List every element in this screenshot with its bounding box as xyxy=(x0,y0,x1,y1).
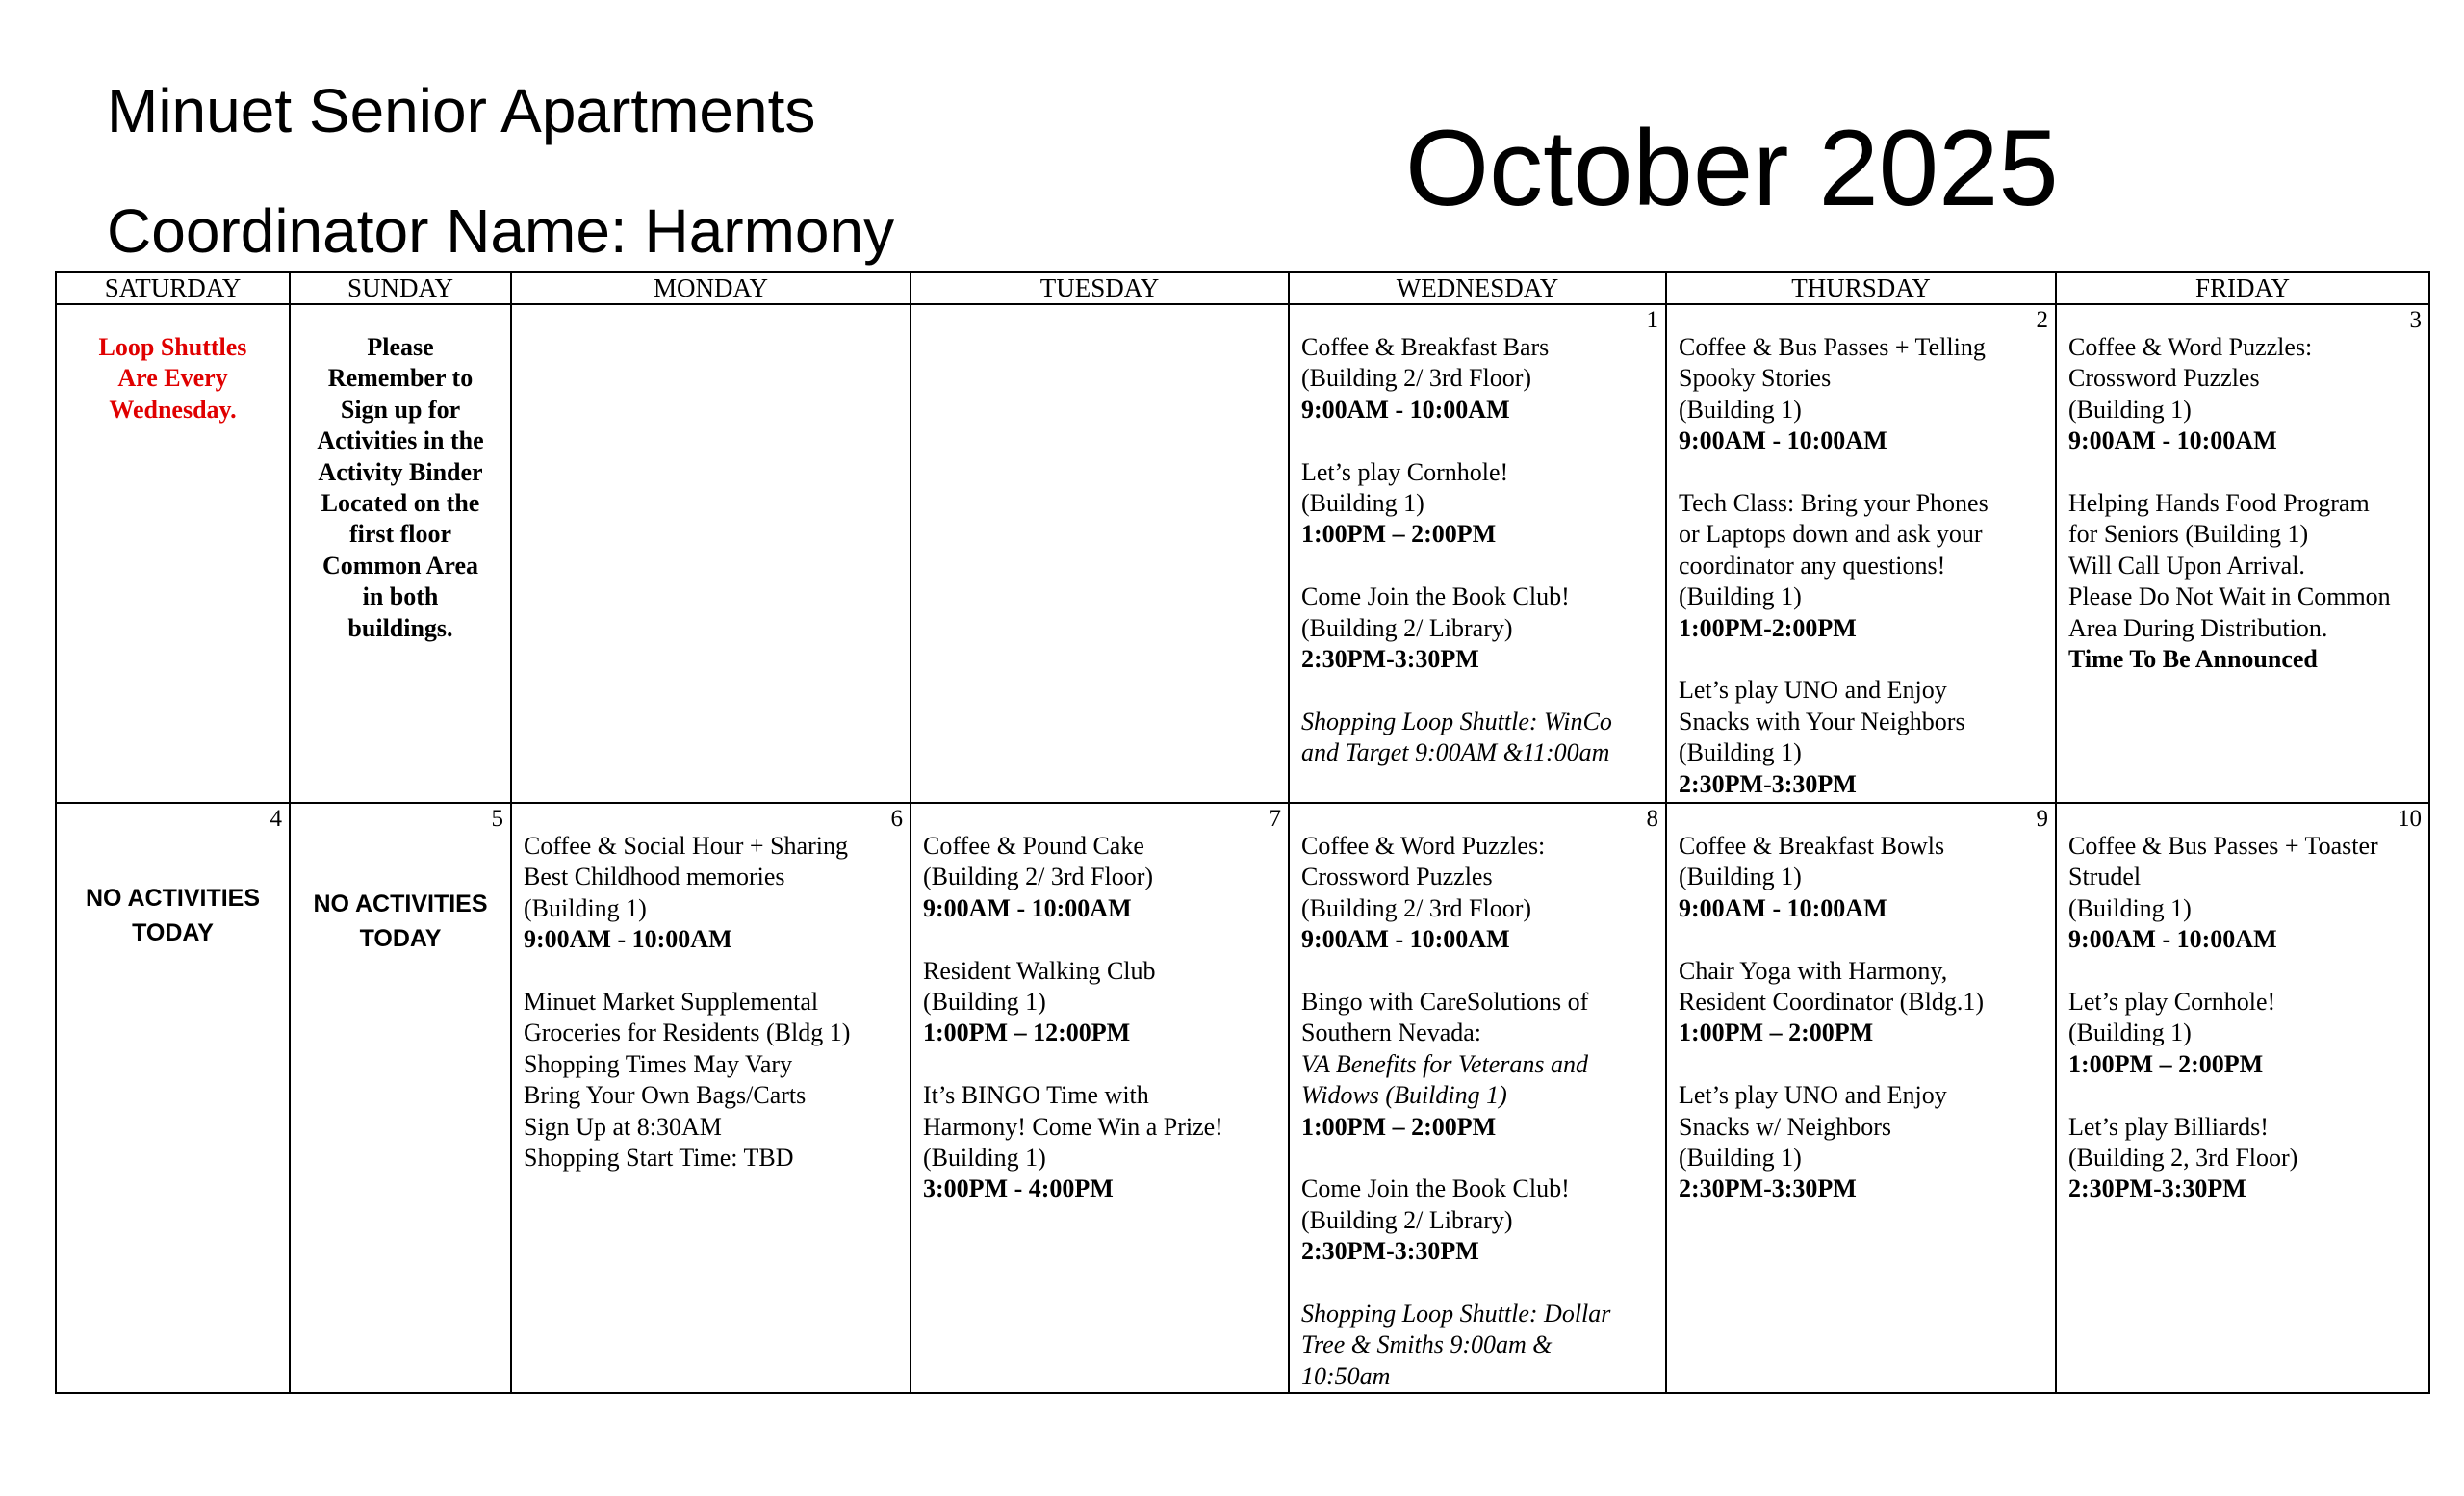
day-cell-empty xyxy=(911,304,1289,803)
text-line: It’s BINGO Time with xyxy=(923,1081,1149,1110)
text-line: (Building 1) xyxy=(2068,395,2192,424)
text-line: (Building 1) xyxy=(2068,893,2192,922)
text-line: 9:00AM - 10:00AM xyxy=(524,925,732,954)
text-line: Snacks with Your Neighbors xyxy=(1679,707,1965,735)
text-line: 1:00PM – 12:00PM xyxy=(923,1019,1131,1047)
text-line: (Building 1) xyxy=(2068,1019,2192,1047)
text-line: Strudel xyxy=(2068,863,2142,891)
text-line: Sign Up at 8:30AM xyxy=(524,1112,722,1141)
text-line: Coffee & Bus Passes + Toaster xyxy=(2068,832,2378,860)
line-spacer xyxy=(2068,956,2419,987)
day-cell xyxy=(2056,803,2429,1393)
text-line: Shopping Times May Vary xyxy=(524,1049,793,1078)
line-spacer xyxy=(923,1049,1278,1080)
text-line: Coffee & Bus Passes + Telling xyxy=(1679,333,1986,361)
line-spacer xyxy=(923,924,1278,955)
text-line: 3:00PM - 4:00PM xyxy=(923,1174,1114,1203)
day-events xyxy=(2057,804,2428,1205)
text-line: 9:00AM - 10:00AM xyxy=(1301,925,1510,954)
text-line: Southern Nevada: xyxy=(1301,1019,1482,1047)
text-line: TODAY xyxy=(132,919,214,946)
text-line: Tech Class: Bring your Phones xyxy=(1679,489,1989,518)
text-line: or Laptops down and ask your xyxy=(1679,520,1983,549)
text-line: in both xyxy=(362,582,439,611)
text-line: Shopping Loop Shuttle: WinCo xyxy=(1301,707,1612,735)
line-spacer xyxy=(1679,1049,2045,1080)
text-line: 1:00PM – 2:00PM xyxy=(2068,1049,2264,1078)
text-line: Spooky Stories xyxy=(1679,364,1832,393)
text-line: (Building 1) xyxy=(923,1144,1046,1173)
text-line: (Building 2/ 3rd Floor) xyxy=(1301,364,1532,393)
text-line: Sign up for xyxy=(340,395,461,424)
text-line: Area During Distribution. xyxy=(2068,613,2328,642)
day-number: 1 xyxy=(1646,307,1658,333)
text-line: 2:30PM-3:30PM xyxy=(1679,769,1857,798)
text-line: buildings. xyxy=(347,613,453,642)
day-cell-empty xyxy=(56,304,290,803)
text-line: 1:00PM – 2:00PM xyxy=(1679,1019,1874,1047)
text-line: Snacks w/ Neighbors xyxy=(1679,1112,1891,1141)
text-line: Activity Binder xyxy=(318,457,483,486)
text-line: Groceries for Residents (Bldg 1) xyxy=(524,1019,851,1047)
text-line: Let’s play Cornhole! xyxy=(1301,457,1509,486)
day-number: 6 xyxy=(890,806,903,832)
text-line: Are Every xyxy=(117,364,228,393)
text-line: Let’s play UNO and Enjoy xyxy=(1679,1081,1947,1110)
line-spacer xyxy=(2068,1080,2419,1111)
week-row xyxy=(56,803,2429,1393)
text-line: Helping Hands Food Program xyxy=(2068,489,2370,518)
text-line: (Building 1) xyxy=(1679,582,1802,611)
month-title: October 2025 xyxy=(1405,108,2059,228)
text-line: 9:00AM - 10:00AM xyxy=(1679,893,1887,922)
text-line: 10:50am xyxy=(1301,1361,1391,1390)
day-events xyxy=(911,804,1288,1205)
text-line: Wednesday. xyxy=(109,395,237,424)
day-events xyxy=(1667,804,2055,1205)
text-line: Let’s play UNO and Enjoy xyxy=(1679,676,1947,705)
text-line: Harmony! Come Win a Prize! xyxy=(923,1112,1223,1141)
text-line: Coffee & Social Hour + Sharing xyxy=(524,832,848,860)
text-line: 9:00AM - 10:00AM xyxy=(1679,426,1887,455)
text-line: for Seniors (Building 1) xyxy=(2068,520,2309,549)
day-cell xyxy=(1666,304,2056,803)
text-line: 9:00AM - 10:00AM xyxy=(2068,925,2277,954)
weekday-header-row xyxy=(56,272,2429,304)
day-events xyxy=(512,804,910,1174)
day-header-tuesday: TUESDAY xyxy=(911,272,1289,304)
line-spacer xyxy=(1679,924,2045,955)
line-spacer xyxy=(1301,675,1656,706)
text-line: Let’s play Billiards! xyxy=(2068,1112,2269,1141)
text-line: Coffee & Breakfast Bars xyxy=(1301,333,1550,361)
day-cell xyxy=(1289,304,1666,803)
text-line: Resident Walking Club xyxy=(923,956,1156,985)
text-line: and Target 9:00AM &11:00am xyxy=(1301,738,1610,767)
apartment-name: Minuet Senior Apartments xyxy=(107,76,816,145)
no-activities-note xyxy=(57,804,289,950)
text-line: (Building 2/ 3rd Floor) xyxy=(923,863,1154,891)
day-cell xyxy=(290,803,511,1393)
text-line: Coffee & Pound Cake xyxy=(923,832,1144,860)
text-line: 2:30PM-3:30PM xyxy=(1679,1174,1857,1203)
text-line: Please Do Not Wait in Common xyxy=(2068,582,2391,611)
day-number: 9 xyxy=(2036,806,2048,832)
text-line: Bingo with CareSolutions of xyxy=(1301,988,1589,1017)
no-activities-note xyxy=(291,804,510,956)
text-line: Remember to xyxy=(327,364,474,393)
line-spacer xyxy=(1301,1143,1656,1174)
line-spacer xyxy=(1301,1268,1656,1299)
text-line: Best Childhood memories xyxy=(524,863,785,891)
coordinator-name: Coordinator Name: Harmony xyxy=(107,196,895,266)
day-cell xyxy=(1289,803,1666,1393)
day-header-saturday: SATURDAY xyxy=(56,272,290,304)
text-line: 9:00AM - 10:00AM xyxy=(923,893,1132,922)
line-spacer xyxy=(2068,457,2419,488)
text-line: (Building 2/ Library) xyxy=(1301,1205,1513,1234)
day-header-thursday: THURSDAY xyxy=(1666,272,2056,304)
text-line: Crossword Puzzles xyxy=(1301,863,1493,891)
text-line: Shopping Start Time: TBD xyxy=(524,1144,794,1173)
text-line: Coffee & Breakfast Bowls xyxy=(1679,832,1945,860)
text-line: (Building 1) xyxy=(1679,395,1802,424)
text-line: (Building 1) xyxy=(1679,738,1802,767)
line-spacer xyxy=(1301,426,1656,456)
text-line: Coffee & Word Puzzles: xyxy=(1301,832,1546,860)
text-line: 2:30PM-3:30PM xyxy=(1301,645,1479,674)
day-events xyxy=(1290,804,1665,1392)
day-header-friday: FRIDAY xyxy=(2056,272,2429,304)
text-line: (Building 1) xyxy=(524,893,647,922)
day-header-monday: MONDAY xyxy=(511,272,911,304)
day-events xyxy=(1290,305,1665,769)
line-spacer xyxy=(1301,551,1656,581)
text-line: (Building 1) xyxy=(1301,489,1424,518)
text-line: (Building 1) xyxy=(1679,1144,1802,1173)
text-line: 1:00PM – 2:00PM xyxy=(1301,1112,1497,1141)
text-line: (Building 1) xyxy=(1679,863,1802,891)
text-line: 9:00AM - 10:00AM xyxy=(2068,426,2277,455)
day-header-wednesday: WEDNESDAY xyxy=(1289,272,1666,304)
day-number: 8 xyxy=(1646,806,1658,832)
text-line: (Building 2/ Library) xyxy=(1301,613,1513,642)
day-cell xyxy=(56,803,290,1393)
text-line: 1:00PM – 2:00PM xyxy=(1301,520,1497,549)
day-cell xyxy=(2056,304,2429,803)
day-cell-empty xyxy=(511,304,911,803)
text-line: Come Join the Book Club! xyxy=(1301,1174,1570,1203)
text-line: TODAY xyxy=(359,925,442,952)
text-line: Minuet Market Supplemental xyxy=(524,988,819,1017)
day-cell xyxy=(511,803,911,1393)
text-line: Common Area xyxy=(321,551,478,580)
text-line: 2:30PM-3:30PM xyxy=(1301,1237,1479,1266)
text-line: 1:00PM-2:00PM xyxy=(1679,613,1857,642)
day-cell-empty xyxy=(290,304,511,803)
day-header-sunday: SUNDAY xyxy=(290,272,511,304)
signup-reminder xyxy=(291,305,510,644)
text-line: NO ACTIVITIES xyxy=(85,885,261,912)
text-line: Please xyxy=(367,333,434,361)
day-number: 3 xyxy=(2409,307,2422,333)
text-line: NO ACTIVITIES xyxy=(313,890,488,917)
text-line: Come Join the Book Club! xyxy=(1301,582,1570,611)
line-spacer xyxy=(1679,457,2045,488)
text-line: Resident Coordinator (Bldg.1) xyxy=(1679,988,1985,1017)
text-line: Will Call Upon Arrival. xyxy=(2068,551,2305,580)
shuttle-reminder xyxy=(57,305,289,426)
text-line: VA Benefits for Veterans and xyxy=(1301,1049,1588,1078)
text-line: Loop Shuttles xyxy=(98,333,247,361)
text-line: (Building 2/ 3rd Floor) xyxy=(1301,893,1532,922)
day-number: 4 xyxy=(270,806,282,832)
line-spacer xyxy=(1301,956,1656,987)
calendar-table xyxy=(55,271,2430,1394)
text-line: Tree & Smiths 9:00am & xyxy=(1301,1330,1553,1359)
day-number: 5 xyxy=(491,806,503,832)
day-number: 2 xyxy=(2036,307,2048,333)
text-line: Bring Your Own Bags/Carts xyxy=(524,1081,807,1110)
text-line: (Building 2, 3rd Floor) xyxy=(2068,1144,2298,1173)
text-line: Shopping Loop Shuttle: Dollar xyxy=(1301,1300,1611,1328)
text-line: Chair Yoga with Harmony, xyxy=(1679,956,1948,985)
day-number: 7 xyxy=(1269,806,1281,832)
day-cell xyxy=(911,803,1289,1393)
text-line: Coffee & Word Puzzles: xyxy=(2068,333,2313,361)
text-line: Time To Be Announced xyxy=(2068,645,2318,674)
text-line: coordinator any questions! xyxy=(1679,551,1946,580)
day-number: 10 xyxy=(2398,806,2422,832)
text-line: 2:30PM-3:30PM xyxy=(2068,1174,2246,1203)
day-cell xyxy=(1666,803,2056,1393)
text-line: Crossword Puzzles xyxy=(2068,364,2260,393)
text-line: Let’s play Cornhole! xyxy=(2068,988,2276,1017)
line-spacer xyxy=(524,956,900,987)
text-line: Widows (Building 1) xyxy=(1301,1081,1507,1110)
text-line: 9:00AM - 10:00AM xyxy=(1301,395,1510,424)
text-line: Activities in the xyxy=(317,426,484,455)
text-line: first floor xyxy=(348,520,452,549)
day-events xyxy=(1667,305,2055,800)
text-line: (Building 1) xyxy=(923,988,1046,1017)
line-spacer xyxy=(1679,644,2045,675)
week-row xyxy=(56,304,2429,803)
text-line: Located on the xyxy=(321,489,480,518)
day-events xyxy=(2057,305,2428,675)
